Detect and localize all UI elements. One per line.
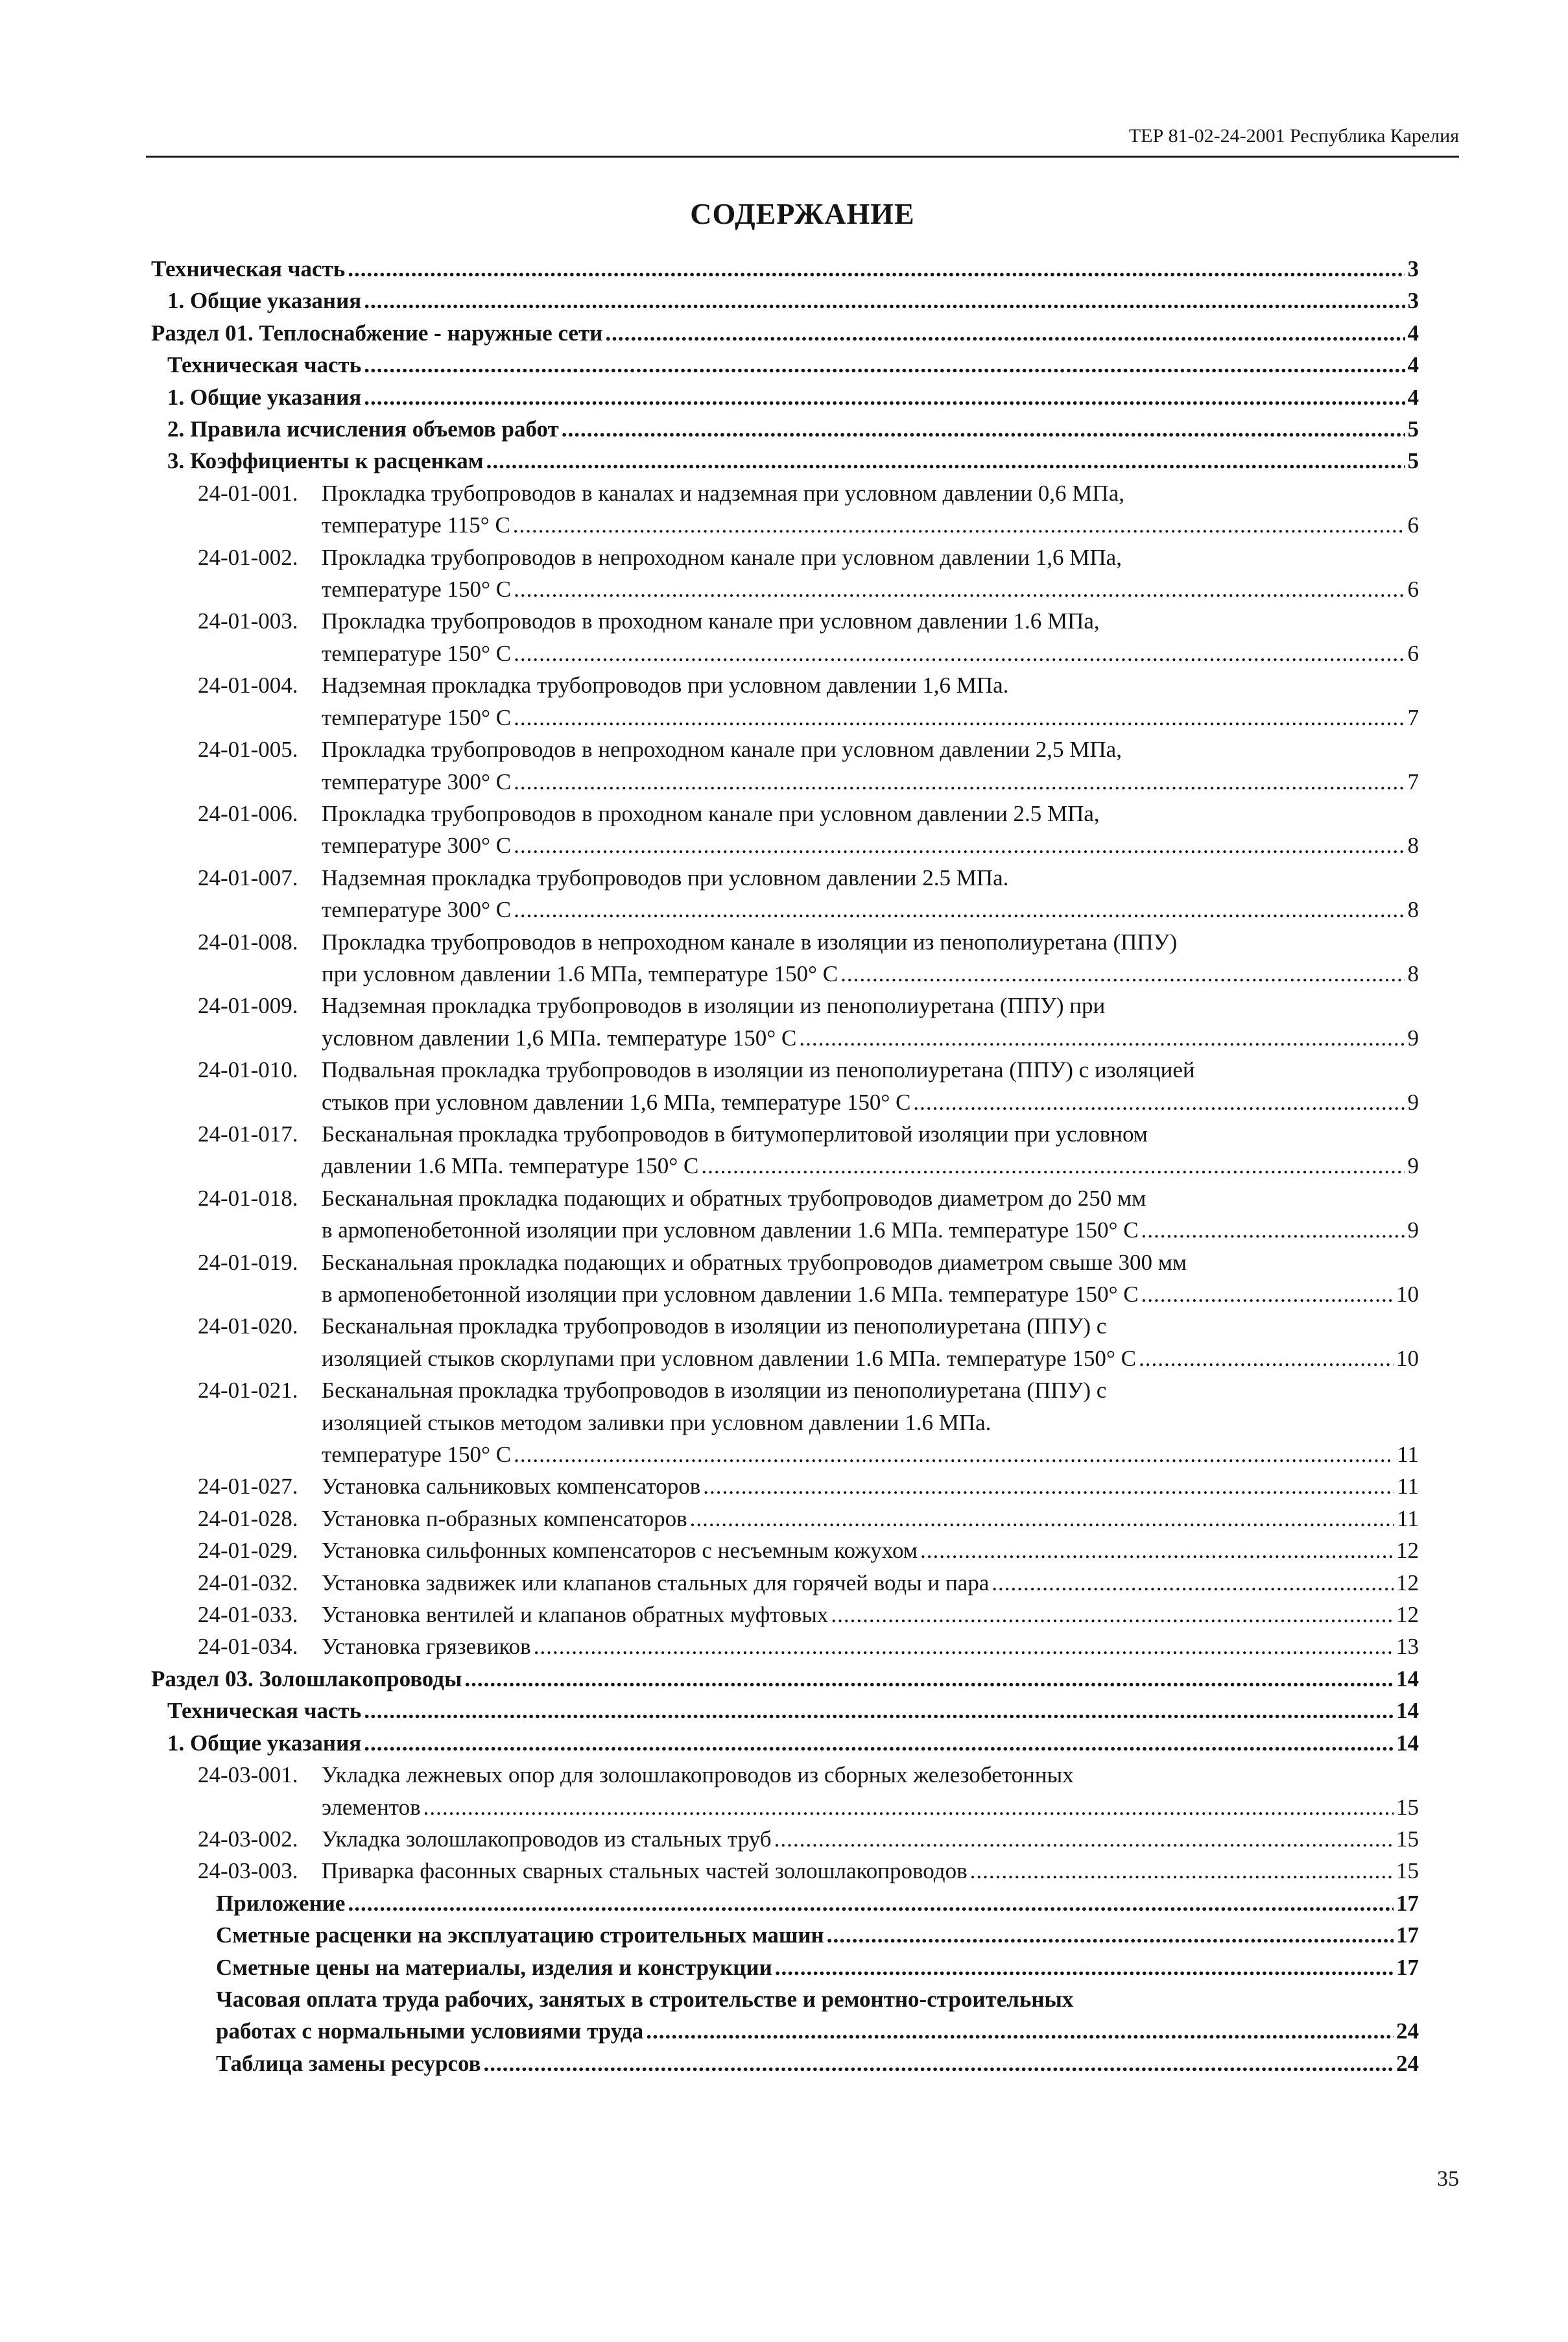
toc-entry-heading[interactable] [151, 1727, 1419, 1759]
toc-entry-text: Прокладка трубопроводов в непроходном канале в изоляции из пенополиуретана (ППУ) [322, 929, 1178, 955]
toc-entry-heading[interactable] [151, 1952, 1419, 1983]
dot-leader [831, 1599, 1394, 1631]
table-of-contents [151, 253, 1419, 2079]
toc-entry-code: 24-01-020. [198, 1313, 298, 1339]
toc-entry-heading[interactable] [151, 253, 1419, 285]
dot-leader [703, 1470, 1394, 1502]
toc-entry-code: 24-01-006. [198, 800, 298, 826]
toc-entry-code: 24-01-002. [198, 544, 298, 570]
toc-entry-heading[interactable] [151, 1663, 1419, 1695]
toc-entry-code: 24-03-003. [198, 1858, 298, 1884]
toc-entry-item[interactable] [151, 1759, 1419, 1823]
toc-entry-item[interactable] [151, 1310, 1419, 1374]
dot-leader [774, 1823, 1394, 1855]
toc-entry-code: 24-01-028. [198, 1505, 298, 1531]
toc-entry-text: Часовая оплата труда рабочих, занятых в строительстве и ремонтно-строительных [216, 1986, 1074, 2012]
toc-page-number: 3 [1407, 256, 1419, 281]
toc-page-number: 11 [1397, 1505, 1419, 1531]
toc-entry-item[interactable] [151, 1118, 1419, 1182]
toc-page-number: 6 [1407, 577, 1419, 603]
toc-entry-text: температуре 150° С [322, 1442, 512, 1468]
toc-entry-text: Установка сальниковых компенсаторов [322, 1474, 701, 1500]
toc-page-number: 24 [1396, 2018, 1419, 2044]
dot-leader [646, 2015, 1394, 2047]
dot-leader [840, 958, 1405, 990]
toc-page-number: 15 [1396, 1794, 1419, 1820]
toc-page-number: 9 [1407, 1025, 1419, 1051]
toc-entry-text: изоляцией стыков методом заливки при условном давлении 1.6 МПа. [322, 1409, 992, 1435]
toc-entry-text: при условном давлении 1.6 МПа, температуре 150° С [322, 961, 838, 986]
toc-page-number: 17 [1396, 1922, 1419, 1948]
toc-page-number: 17 [1396, 1890, 1419, 1916]
toc-entry-heading[interactable] [151, 381, 1419, 413]
dot-leader [690, 1503, 1395, 1535]
toc-entry-text: температуре 150° С [322, 577, 512, 603]
dot-leader [970, 1855, 1394, 1887]
dot-leader [364, 285, 1405, 317]
dot-leader [364, 349, 1405, 381]
dot-leader [486, 445, 1405, 477]
toc-entry-code: 24-01-029. [198, 1538, 298, 1564]
toc-entry-code: 24-01-032. [198, 1570, 298, 1595]
dot-leader [513, 509, 1405, 541]
toc-entry-text: Таблица замены ресурсов [216, 2050, 481, 2076]
toc-entry-code: 24-01-033. [198, 1602, 298, 1628]
toc-entry-text: температуре 300° С [322, 769, 512, 795]
dot-leader [364, 1695, 1394, 1727]
header-rule [146, 156, 1459, 158]
toc-entry-text: температуре 300° С [322, 833, 512, 859]
toc-entry-item[interactable] [151, 669, 1419, 734]
toc-page-number: 5 [1407, 416, 1419, 442]
toc-page-number: 8 [1407, 833, 1419, 859]
toc-page-number: 6 [1407, 512, 1419, 538]
toc-entry-code: 24-01-004. [198, 673, 298, 699]
dot-leader [348, 1887, 1394, 1919]
toc-entry-code: 24-01-001. [198, 480, 298, 506]
toc-entry-text: Прокладка трубопроводов в каналах и надземная при условном давлении 0,6 МПа, [322, 480, 1124, 506]
toc-entry-text: Прокладка трубопроводов в непроходном канале при условном давлении 1,6 МПа, [322, 544, 1122, 570]
toc-entry-heading[interactable] [151, 1887, 1419, 1919]
toc-page-number: 9 [1407, 1089, 1419, 1115]
toc-entry-code: 24-01-009. [198, 993, 298, 1019]
toc-entry-text: 1. Общие указания [167, 384, 362, 410]
toc-entry-heading[interactable] [151, 1919, 1419, 1951]
toc-entry-text: Техническая часть [167, 352, 362, 378]
toc-entry-heading[interactable] [151, 445, 1419, 477]
toc-entry-text: Бесканальная прокладка подающих и обратных трубопроводов диаметром свыше 300 мм [322, 1249, 1187, 1275]
toc-page-number: 3 [1407, 288, 1419, 314]
toc-entry-text: 2. Правила исчисления объемов работ [167, 416, 559, 442]
toc-entry-item[interactable] [151, 542, 1419, 606]
dot-leader [514, 702, 1405, 734]
toc-entry-code: 24-01-019. [198, 1249, 298, 1275]
toc-entry-heading[interactable] [151, 1983, 1419, 2048]
dot-leader [423, 1791, 1394, 1823]
dot-leader [514, 830, 1405, 861]
toc-page-number: 4 [1407, 320, 1419, 346]
toc-entry-text: Бесканальная прокладка трубопроводов в изоляции из пенополиуретана (ППУ) с [322, 1313, 1107, 1339]
toc-entry-text: Бесканальная прокладка трубопроводов в изоляции из пенополиуретана (ППУ) с [322, 1378, 1107, 1404]
dot-leader [701, 1150, 1405, 1182]
toc-entry-text: Установка задвижек или клапанов стальных для горячей воды и пара [322, 1570, 990, 1595]
toc-entry-item[interactable] [151, 1567, 1419, 1599]
toc-entry-text: Прокладка трубопроводов в проходном канале при условном давлении 1.6 МПа, [322, 608, 1100, 634]
toc-entry-text: давлении 1.6 МПа. температуре 150° С [322, 1153, 699, 1179]
toc-page-number: 14 [1396, 1698, 1419, 1724]
toc-entry-item[interactable] [151, 1599, 1419, 1631]
toc-entry-code: 24-03-002. [198, 1826, 298, 1852]
toc-entry-text: работах с нормальными условиями труда [216, 2018, 644, 2044]
toc-entry-text: Надземная прокладка трубопроводов при условном давлении 2.5 МПа. [322, 865, 1009, 890]
toc-entry-item[interactable] [151, 1054, 1419, 1118]
toc-page-number: 17 [1396, 1954, 1419, 1980]
dot-leader [484, 2048, 1394, 2079]
toc-entry-code: 24-03-001. [198, 1762, 298, 1788]
toc-page-number: 11 [1397, 1442, 1419, 1468]
toc-entry-code: 24-01-008. [198, 929, 298, 955]
toc-entry-text: температуре 150° С [322, 704, 512, 730]
toc-entry-code: 24-01-018. [198, 1185, 298, 1211]
toc-page-number: 6 [1407, 640, 1419, 666]
toc-entry-item[interactable] [151, 926, 1419, 990]
toc-entry-text: Приварка фасонных сварных стальных частей золошлакопроводов [322, 1858, 968, 1884]
toc-entry-code: 24-01-021. [198, 1378, 298, 1404]
toc-entry-code: 24-01-003. [198, 608, 298, 634]
toc-entry-heading[interactable] [151, 349, 1419, 381]
toc-page-number: 8 [1407, 897, 1419, 923]
dot-leader [514, 638, 1405, 669]
toc-entry-item[interactable] [151, 990, 1419, 1054]
toc-entry-text: Раздел 03. Золошлакопроводы [151, 1666, 462, 1691]
dot-leader [514, 573, 1405, 605]
toc-entry-text: Установка п-образных компенсаторов [322, 1505, 687, 1531]
toc-page-number: 12 [1396, 1570, 1419, 1595]
toc-entry-code: 24-01-005. [198, 737, 298, 763]
toc-page-number: 5 [1407, 448, 1419, 474]
toc-entry-item[interactable] [151, 1503, 1419, 1535]
dot-leader [920, 1535, 1394, 1566]
toc-entry-code: 24-01-017. [198, 1121, 298, 1147]
dot-leader [364, 1727, 1394, 1759]
dot-leader [1141, 1214, 1405, 1246]
toc-page-number: 12 [1396, 1538, 1419, 1564]
toc-page-number: 11 [1397, 1474, 1419, 1500]
toc-entry-heading[interactable] [151, 285, 1419, 317]
toc-entry-item[interactable] [151, 1823, 1419, 1855]
toc-entry-text: Сметные расценки на эксплуатацию строительных машин [216, 1922, 824, 1948]
toc-entry-item[interactable] [151, 1855, 1419, 1887]
toc-entry-text: Надземная прокладка трубопроводов в изоляции из пенополиуретана (ППУ) при [322, 993, 1106, 1019]
toc-entry-text: стыков при условном давлении 1,6 МПа, температуре 150° С [322, 1089, 911, 1115]
dot-leader [364, 381, 1405, 413]
toc-page-number: 15 [1396, 1826, 1419, 1852]
toc-page-number: 9 [1407, 1153, 1419, 1179]
toc-entry-text: Приложение [216, 1890, 346, 1916]
toc-page-number: 9 [1407, 1217, 1419, 1243]
toc-entry-item[interactable] [151, 477, 1419, 542]
dot-leader [827, 1919, 1394, 1951]
dot-leader [514, 766, 1405, 798]
toc-entry-text: Подвальная прокладка трубопроводов в изоляции из пенополиуретана (ППУ) с изоляцией [322, 1057, 1195, 1083]
dot-leader [562, 413, 1405, 445]
toc-entry-text: в армопенобетонной изоляции при условном давлении 1.6 МПа. температуре 150° С [322, 1217, 1139, 1243]
toc-entry-text: Сметные цены на материалы, изделия и конструкции [216, 1954, 772, 1980]
toc-entry-text: Бесканальная прокладка подающих и обратных трубопроводов диаметром до 250 мм [322, 1185, 1146, 1211]
dot-leader [514, 894, 1405, 926]
toc-entry-text: Установка вентилей и клапанов обратных муфтовых [322, 1602, 829, 1628]
toc-page-number: 4 [1407, 384, 1419, 410]
toc-entry-item[interactable] [151, 1470, 1419, 1502]
toc-entry-text: Укладка золошлакопроводов из стальных труб [322, 1826, 772, 1852]
toc-entry-text: температуре 300° С [322, 897, 512, 923]
toc-entry-heading[interactable] [151, 413, 1419, 445]
running-header: ТЕР 81-02-24-2001 Республика Карелия [1128, 125, 1459, 147]
toc-entry-item[interactable] [151, 862, 1419, 926]
toc-entry-text: Бесканальная прокладка трубопроводов в битумоперлитовой изоляции при условном [322, 1121, 1148, 1147]
toc-entry-text: Укладка лежневых опор для золошлакопроводов из сборных железобетонных [322, 1762, 1074, 1788]
toc-entry-item[interactable] [151, 1374, 1419, 1470]
toc-entry-code: 24-01-007. [198, 865, 298, 890]
dot-leader [464, 1663, 1394, 1695]
toc-entry-text: изоляцией стыков скорлупами при условном давлении 1.6 МПа. температуре 150° С [322, 1345, 1137, 1371]
toc-page-number: 13 [1396, 1634, 1419, 1660]
toc-entry-text: температуре 150° С [322, 640, 512, 666]
toc-entry-text: Установка грязевиков [322, 1634, 531, 1660]
toc-page-number: 10 [1396, 1345, 1419, 1371]
toc-entry-text: Прокладка трубопроводов в непроходном канале при условном давлении 2,5 МПа, [322, 737, 1122, 763]
dot-leader [534, 1631, 1394, 1662]
toc-entry-text: условном давлении 1,6 МПа. температуре 150° С [322, 1025, 797, 1051]
page-title: СОДЕРЖАНИЕ [690, 197, 915, 230]
toc-entry-text: Техническая часть [167, 1698, 362, 1724]
toc-page-number: 14 [1396, 1666, 1419, 1691]
toc-page-number: 12 [1396, 1602, 1419, 1628]
toc-entry-text: 3. Коэффициенты к расценкам [167, 448, 484, 474]
toc-entry-item[interactable] [151, 1247, 1419, 1311]
dot-leader [992, 1567, 1394, 1599]
toc-page-number: 8 [1407, 961, 1419, 986]
toc-entry-heading[interactable] [151, 1695, 1419, 1727]
toc-entry-text: Установка сильфонных компенсаторов с несъемным кожухом [322, 1538, 918, 1564]
toc-entry-text: Прокладка трубопроводов в проходном канале при условном давлении 2.5 МПа, [322, 800, 1100, 826]
toc-entry-item[interactable] [151, 605, 1419, 669]
dot-leader [605, 317, 1405, 349]
toc-entry-item[interactable] [151, 734, 1419, 798]
toc-entry-code: 24-01-034. [198, 1634, 298, 1660]
toc-entry-code: 24-01-027. [198, 1474, 298, 1500]
toc-entry-text: Раздел 01. Теплоснабжение - наружные сети [151, 320, 603, 346]
toc-entry-text: Надземная прокладка трубопроводов при условном давлении 1,6 МПа. [322, 673, 1009, 699]
dot-leader [913, 1086, 1405, 1118]
toc-page-number: 24 [1396, 2050, 1419, 2076]
toc-entry-text: температуре 115° С [322, 512, 510, 538]
toc-entry-item[interactable] [151, 798, 1419, 862]
dot-leader [799, 1022, 1405, 1054]
toc-entry-text: в армопенобетонной изоляции при условном давлении 1.6 МПа. температуре 150° С [322, 1282, 1139, 1307]
toc-entry-text: 1. Общие указания [167, 288, 362, 314]
dot-leader [1139, 1343, 1394, 1374]
dot-leader [514, 1439, 1394, 1470]
toc-entry-heading[interactable] [151, 317, 1419, 349]
toc-page-number: 14 [1396, 1730, 1419, 1756]
toc-entry-item[interactable] [151, 1631, 1419, 1662]
toc-page-number: 10 [1396, 1282, 1419, 1307]
toc-page-number: 7 [1407, 769, 1419, 795]
toc-page-number: 4 [1407, 352, 1419, 378]
toc-entry-code: 24-01-010. [198, 1057, 298, 1083]
toc-entry-text: элементов [322, 1794, 421, 1820]
toc-entry-heading[interactable] [151, 2048, 1419, 2079]
dot-leader [775, 1952, 1394, 1983]
dot-leader [348, 253, 1405, 285]
toc-entry-item[interactable] [151, 1535, 1419, 1566]
toc-page-number: 15 [1396, 1858, 1419, 1884]
dot-leader [1141, 1278, 1394, 1310]
toc-page-number: 7 [1407, 704, 1419, 730]
toc-entry-text: 1. Общие указания [167, 1730, 362, 1756]
page-number: 35 [1437, 2167, 1459, 2191]
toc-entry-text: Техническая часть [151, 256, 346, 281]
toc-entry-item[interactable] [151, 1182, 1419, 1247]
